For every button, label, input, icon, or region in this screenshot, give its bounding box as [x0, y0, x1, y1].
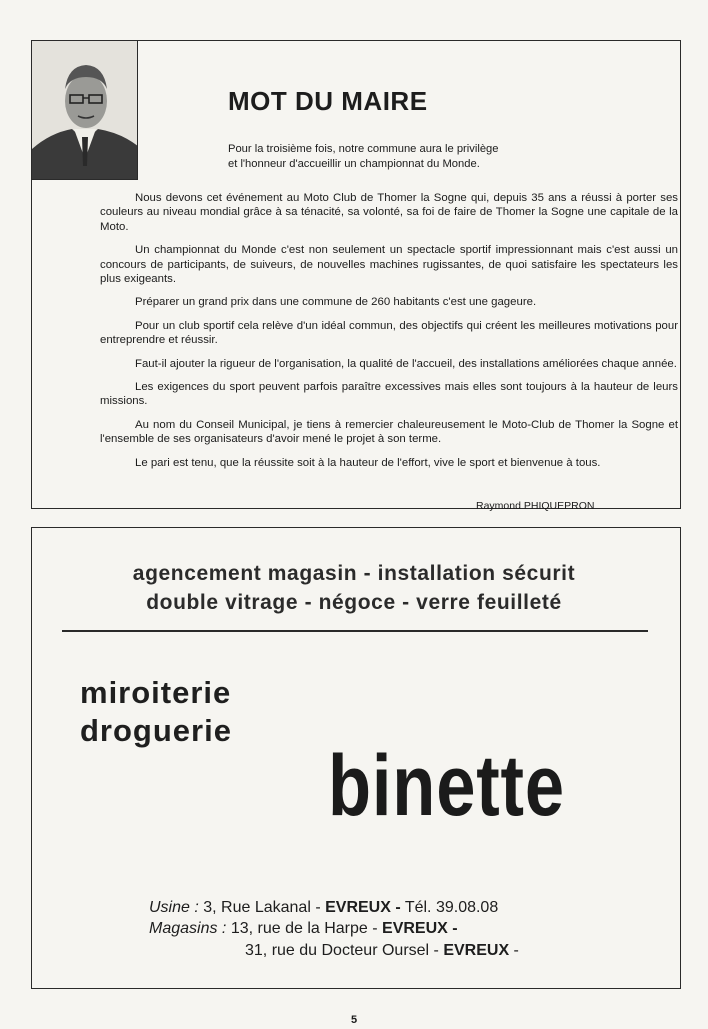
body-paragraph: Les exigences du sport peuvent parfois paraître excessives mais elles sont toujours à la hauteur de leurs missions. [100, 381, 678, 408]
ad-word-droguerie: droguerie [80, 713, 232, 748]
page-title: MOT DU MAIRE [228, 86, 428, 116]
body-paragraph: Nous devons cet événement au Moto Club de Thomer la Sogne qui, depuis 35 ans a réussi à porter ses couleurs au niveau mondial grâce à sa ténacité, sa volonté, sa foi de faire de Thomer la Sogne une capitale de la Moto. [100, 192, 678, 233]
usine-city: EVREUX - [325, 899, 401, 916]
editorial-body [100, 191, 678, 470]
magasins-address-1 [149, 920, 458, 938]
ad-services-line: double vitrage - négoce - verre feuilleté [146, 591, 562, 614]
magasins-city-2: EVREUX [443, 942, 510, 959]
intro-line: et l'honneur d'accueillir un championnat du Monde. [228, 158, 480, 170]
body-paragraph: Préparer un grand prix dans une commune de 260 habitants c'est une gageure. [135, 296, 537, 309]
usine-tel: Tél. 39.08.08 [400, 899, 499, 916]
magasins-city-1: EVREUX - [382, 920, 458, 937]
magasins-street-2: 31, rue du Docteur Oursel - [245, 942, 444, 959]
magasins-address-2 [245, 942, 519, 960]
body-paragraph: Pour un club sportif cela relève d'un idéal commun, des objectifs qui créent les meilleures motivations pour entreprendre et réussir. [100, 319, 678, 347]
signature: Raymond PHIQUEPRON [476, 500, 595, 512]
body-paragraph: Faut-il ajouter la rigueur de l'organisation, la qualité de l'accueil, des installations améliorées chaque année. [135, 357, 677, 370]
body-paragraph: Au nom du Conseil Municipal, je tiens à remercier chaleureusement le Moto-Club de Thomer la Sogne et l'ensemble de ses organisateurs d'avoir mené le projet à son terme. [100, 418, 678, 446]
magasins-tail-2: - [509, 942, 519, 959]
body-paragraph: Un championnat du Monde c'est non seulement un spectacle sportif impressionnant mais c'est aussi un concours de participants, de suiveurs, de nouvelles machines rugissantes, de quoi satisfaire les spectateurs les plus exigeants. [100, 244, 678, 286]
page-number: 5 [350, 1014, 358, 1026]
mayor-portrait [31, 40, 138, 180]
brand-name: binette [328, 738, 565, 834]
usine-label: Usine : [149, 899, 199, 916]
portrait-photo-icon [32, 41, 138, 180]
intro-line: Pour la troisième fois, notre commune aura le privilège [228, 143, 499, 155]
ad-word-miroiterie: miroiterie [80, 675, 232, 710]
magasins-label: Magasins : [149, 920, 227, 937]
body-paragraph: Le pari est tenu, que la réussite soit à la hauteur de l'effort, vive le sport et bienvenue à tous. [135, 456, 601, 469]
intro-text [228, 142, 608, 172]
ad-services-line: agencement magasin - installation sécurit [132, 562, 576, 585]
magasins-street-1: 13, rue de la Harpe - [226, 920, 383, 937]
usine-street: 3, Rue Lakanal - [198, 899, 326, 916]
usine-address [149, 899, 498, 917]
divider [62, 630, 648, 632]
